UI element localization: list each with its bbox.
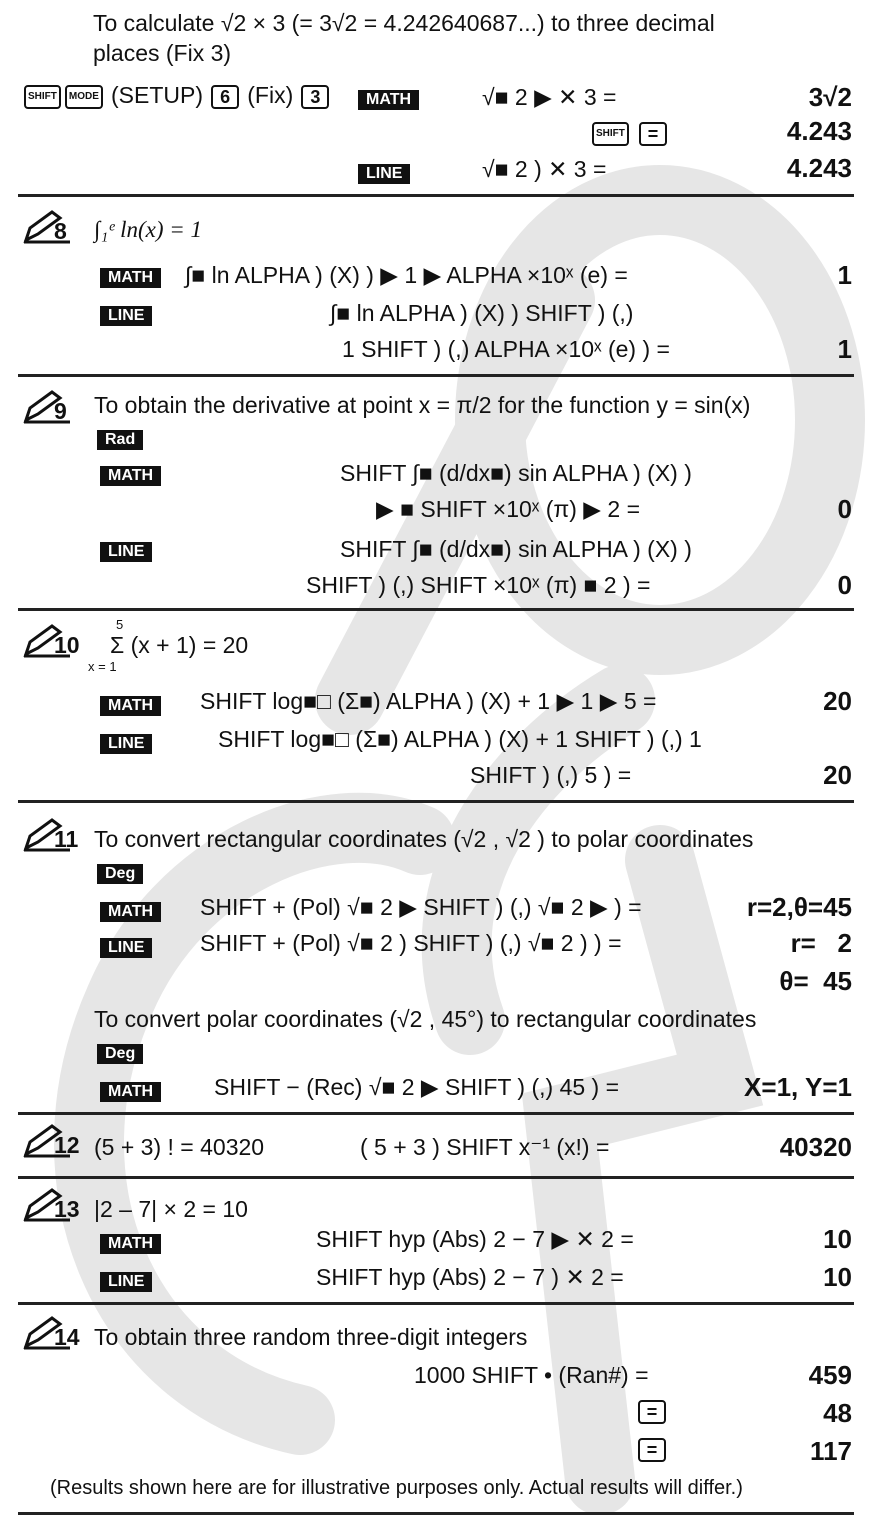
line-key-sequence-1: SHIFT log■□ (Σ■) ALPHA ) (X) + 1 SHIFT ) (,) 1 <box>218 726 702 752</box>
separator <box>18 1176 854 1179</box>
line-mode-label: LINE <box>100 542 152 562</box>
math-result: 1 <box>837 260 852 290</box>
example-title: ∫₁ᵉ ln(x) = 1 <box>94 217 203 242</box>
math-mode-label: MATH <box>100 696 161 716</box>
line-result: 1 <box>837 334 852 364</box>
line-key-sequence-1: SHIFT ∫■ (d/dx■) sin ALPHA ) (X) ) <box>340 536 692 562</box>
math-key-sequence-2: ▶ ■ SHIFT ×10ˣ (π) ▶ 2 = <box>376 496 640 522</box>
math-mode-label: MATH <box>100 1234 161 1254</box>
angle-mode-badge: Deg <box>97 864 143 884</box>
line-result-r: r= 2 <box>790 928 852 958</box>
result-1: 459 <box>808 1360 852 1390</box>
line-result: 0 <box>837 570 852 600</box>
math-mode-label: MATH <box>100 902 161 922</box>
separator <box>18 1302 854 1305</box>
example-number: 11 <box>54 826 79 852</box>
angle-mode-badge: Deg <box>97 1044 143 1064</box>
separator <box>18 608 854 611</box>
intro-line-2: places (Fix 3) <box>93 40 232 66</box>
example-title: |2 – 7| × 2 = 10 <box>94 1196 248 1222</box>
disclaimer-note: (Results shown here are for illustrative purposes only. Actual results will differ.) <box>50 1477 743 1499</box>
math-result: 3√2 <box>808 82 852 112</box>
line-result: 10 <box>823 1262 852 1292</box>
example-title: To obtain the derivative at point x = π/2 for the function y = sin(x) <box>94 392 751 418</box>
math-result: 20 <box>823 686 852 716</box>
line-result-theta: θ= 45 <box>779 966 852 996</box>
shift-result: 4.243 <box>786 116 852 146</box>
key-3: 3 <box>301 85 329 109</box>
separator <box>18 374 854 377</box>
line-result: 4.243 <box>786 153 852 183</box>
math-key-sequence-1: SHIFT ∫■ (d/dx■) sin ALPHA ) (X) ) <box>340 460 692 486</box>
line-key-sequence-2: 1 SHIFT ) (,) ALPHA ×10ˣ (e) ) = <box>342 336 670 362</box>
example-number: 10 <box>54 632 80 658</box>
shift-key: SHIFT <box>592 122 629 146</box>
math-key-sequence: SHIFT log■□ (Σ■) ALPHA ) (X) + 1 ▶ 1 ▶ 5 = <box>200 688 657 714</box>
sum-upper-limit: 5 <box>116 617 124 632</box>
key-sequence: ( 5 + 3 ) SHIFT x⁻¹ (x!) = <box>360 1134 610 1160</box>
separator <box>18 194 854 197</box>
key-6: 6 <box>211 85 239 109</box>
line-key-sequence-2: SHIFT ) (,) 5 ) = <box>470 762 632 788</box>
math-result: 0 <box>837 494 852 524</box>
math-key-sequence: SHIFT hyp (Abs) 2 − 7 ▶ ✕ 2 = <box>316 1226 634 1252</box>
line-mode-label: LINE <box>100 306 152 326</box>
math-result: 10 <box>823 1224 852 1254</box>
example-number: 14 <box>54 1324 80 1350</box>
key-sequence: 1000 SHIFT • (Ran#) = <box>414 1362 649 1388</box>
setup-sequence <box>22 84 331 109</box>
line-mode-label: LINE <box>100 938 152 958</box>
math-key-sequence-2: SHIFT − (Rec) √■ 2 ▶ SHIFT ) (,) 45 ) = <box>214 1074 620 1100</box>
line-mode-label: LINE <box>100 734 152 754</box>
equals-key: = <box>639 122 667 146</box>
separator <box>18 1512 854 1515</box>
line-key-sequence-2: SHIFT ) (,) SHIFT ×10ˣ (π) ■ 2 ) = <box>306 572 651 598</box>
shift-key: SHIFT <box>24 85 61 109</box>
example-number: 9 <box>54 398 67 424</box>
fix-label: (Fix) <box>247 82 294 108</box>
math-key-sequence: √■ 2 ▶ ✕ 3 = <box>482 84 617 110</box>
angle-mode-badge: Rad <box>97 430 143 450</box>
line-mode-label: LINE <box>100 1272 152 1292</box>
math-result: r=2,θ=45 <box>746 892 852 922</box>
line-key-sequence: √■ 2 ) ✕ 3 = <box>482 156 607 182</box>
line-mode-label: LINE <box>358 164 410 184</box>
math-mode-label: MATH <box>100 1082 161 1102</box>
line-key-sequence: SHIFT + (Pol) √■ 2 ) SHIFT ) (,) √■ 2 ) ) = <box>200 930 622 956</box>
line-key-sequence: SHIFT hyp (Abs) 2 − 7 ) ✕ 2 = <box>316 1264 624 1290</box>
example-title: To convert rectangular coordinates (√2 , √2 ) to polar coordinates <box>94 826 754 852</box>
math-mode-label: MATH <box>100 268 161 288</box>
separator <box>18 1112 854 1115</box>
example-title-2: To convert polar coordinates (√2 , 45°) to rectangular coordinates <box>94 1006 757 1032</box>
line-key-sequence-1: ∫■ ln ALPHA ) (X) ) SHIFT ) (,) <box>330 300 634 326</box>
math-key-sequence: SHIFT + (Pol) √■ 2 ▶ SHIFT ) (,) √■ 2 ▶ ) = <box>200 894 642 920</box>
result-3: 117 <box>810 1436 852 1466</box>
setup-label: (SETUP) <box>111 82 204 108</box>
result-2: 48 <box>823 1398 852 1428</box>
math-key-sequence: ∫■ ln ALPHA ) (X) ) ▶ 1 ▶ ALPHA ×10ˣ (e) = <box>185 262 628 288</box>
intro-line-1: To calculate √2 × 3 (= 3√2 = 4.242640687...) to three decimal <box>93 10 715 36</box>
example-title: (5 + 3) ! = 40320 <box>94 1134 265 1160</box>
result: 40320 <box>779 1132 852 1162</box>
equals-key: = <box>638 1438 666 1462</box>
math-result-2: X=1, Y=1 <box>744 1072 852 1102</box>
example-title: To obtain three random three-digit integers <box>94 1324 528 1350</box>
sum-lower-limit: x = 1 <box>88 659 117 674</box>
example-title: Σ (x + 1) = 20 <box>110 632 249 658</box>
example-number: 8 <box>54 218 67 244</box>
math-mode-label: MATH <box>100 466 161 486</box>
mode-key: MODE <box>65 85 103 109</box>
example-number: 13 <box>54 1196 80 1222</box>
math-mode-label: MATH <box>358 90 419 110</box>
separator <box>18 800 854 803</box>
equals-key: = <box>638 1400 666 1424</box>
line-result: 20 <box>823 760 852 790</box>
example-number: 12 <box>54 1132 80 1158</box>
